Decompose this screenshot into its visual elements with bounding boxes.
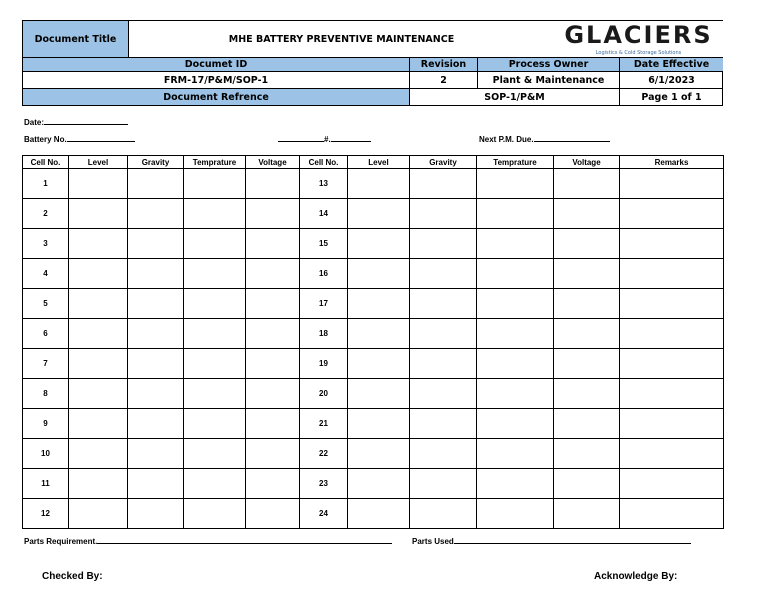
gravity-input-right[interactable]: [410, 229, 477, 259]
parts-used-field[interactable]: [412, 536, 691, 546]
voltage-input-right[interactable]: [554, 199, 620, 229]
remarks-input[interactable]: [620, 499, 724, 529]
cell-number-right: 15: [300, 229, 348, 259]
remarks-input[interactable]: [620, 199, 724, 229]
cell-number-left: 8: [23, 379, 69, 409]
gravity-input-right[interactable]: [410, 499, 477, 529]
level-input-left[interactable]: [69, 439, 128, 469]
level-input-left[interactable]: [69, 469, 128, 499]
remarks-input[interactable]: [620, 259, 724, 289]
header-cell-no-right: Cell No.: [300, 156, 348, 169]
level-input-right[interactable]: [348, 349, 410, 379]
revision-value: 2: [410, 72, 478, 89]
voltage-input-left[interactable]: [246, 349, 300, 379]
temperature-input-right[interactable]: [477, 319, 554, 349]
level-input-right[interactable]: [348, 469, 410, 499]
date-field[interactable]: [24, 117, 128, 127]
cell-number-left: 7: [23, 349, 69, 379]
level-input-left[interactable]: [69, 169, 128, 199]
table-row: [23, 289, 724, 319]
gravity-input-left[interactable]: [128, 379, 184, 409]
date-line[interactable]: [44, 117, 128, 125]
document-id-value: FRM-17/P&M/SOP-1: [23, 72, 410, 89]
level-input-right[interactable]: [348, 439, 410, 469]
remarks-input[interactable]: [620, 289, 724, 319]
temperature-input-right[interactable]: [477, 349, 554, 379]
gravity-input-right[interactable]: [410, 199, 477, 229]
cell-number-right: 18: [300, 319, 348, 349]
level-input-right[interactable]: [348, 229, 410, 259]
voltage-input-left[interactable]: [246, 379, 300, 409]
table-row: [23, 319, 724, 349]
gravity-input-right[interactable]: [410, 169, 477, 199]
parts-used-label: Parts Used: [412, 537, 454, 546]
table-row: [23, 229, 724, 259]
voltage-input-left[interactable]: [246, 169, 300, 199]
gravity-input-right[interactable]: [410, 469, 477, 499]
hash-line-after[interactable]: [331, 134, 371, 142]
cell-number-right: 22: [300, 439, 348, 469]
cell-number-left: 9: [23, 409, 69, 439]
gravity-input-right[interactable]: [410, 379, 477, 409]
table-row: [23, 259, 724, 289]
next-pm-label: Next P.M. Due.: [479, 135, 534, 144]
gravity-input-right[interactable]: [410, 289, 477, 319]
temperature-input-right[interactable]: [477, 499, 554, 529]
voltage-input-left[interactable]: [246, 439, 300, 469]
level-input-left[interactable]: [69, 409, 128, 439]
battery-no-label: Battery No.: [24, 135, 67, 144]
voltage-input-right[interactable]: [554, 379, 620, 409]
cell-number-left: 2: [23, 199, 69, 229]
logo-tagline: Logistics & Cold Storage Solutions: [595, 50, 682, 56]
cell-number-left: 1: [23, 169, 69, 199]
temperature-input-right[interactable]: [477, 199, 554, 229]
remarks-input[interactable]: [620, 229, 724, 259]
voltage-input-right[interactable]: [554, 349, 620, 379]
remarks-input[interactable]: [620, 469, 724, 499]
voltage-input-right[interactable]: [554, 409, 620, 439]
document-reference-value: SOP-1/P&M: [410, 89, 620, 105]
remarks-input[interactable]: [620, 169, 724, 199]
voltage-input-left[interactable]: [246, 289, 300, 319]
header-cell-no-left: Cell No.: [23, 156, 69, 169]
gravity-input-right[interactable]: [410, 439, 477, 469]
temperature-input-right[interactable]: [477, 469, 554, 499]
header-temperature-left: Temprature: [184, 156, 246, 169]
level-input-right[interactable]: [348, 319, 410, 349]
level-input-left[interactable]: [69, 199, 128, 229]
voltage-input-right[interactable]: [554, 469, 620, 499]
gravity-input-left[interactable]: [128, 409, 184, 439]
voltage-input-right[interactable]: [554, 289, 620, 319]
header-level-left: Level: [69, 156, 128, 169]
temperature-input-right[interactable]: [477, 439, 554, 469]
table-row: [23, 349, 724, 379]
cell-number-left: 3: [23, 229, 69, 259]
temperature-input-left[interactable]: [184, 259, 246, 289]
company-logo: [554, 21, 723, 58]
temperature-input-right[interactable]: [477, 229, 554, 259]
voltage-input-right[interactable]: [554, 439, 620, 469]
cell-number-right: 13: [300, 169, 348, 199]
temperature-input-left[interactable]: [184, 379, 246, 409]
cell-number-right: 16: [300, 259, 348, 289]
header-level-right: Level: [348, 156, 410, 169]
logo-wordmark: GLACIERS: [564, 21, 713, 49]
level-input-left[interactable]: [69, 379, 128, 409]
battery-no-field[interactable]: [24, 134, 135, 144]
gravity-input-right[interactable]: [410, 259, 477, 289]
gravity-input-left[interactable]: [128, 439, 184, 469]
hash-field[interactable]: [278, 134, 371, 144]
temperature-input-left[interactable]: [184, 409, 246, 439]
gravity-input-left[interactable]: [128, 349, 184, 379]
date-label: Date:: [24, 118, 45, 127]
level-input-right[interactable]: [348, 499, 410, 529]
gravity-input-left[interactable]: [128, 199, 184, 229]
temperature-input-left[interactable]: [184, 499, 246, 529]
level-input-left[interactable]: [69, 319, 128, 349]
temperature-input-right[interactable]: [477, 289, 554, 319]
temperature-input-left[interactable]: [184, 289, 246, 319]
cell-number-right: 24: [300, 499, 348, 529]
cell-number-left: 6: [23, 319, 69, 349]
voltage-input-left[interactable]: [246, 199, 300, 229]
table-row: [23, 199, 724, 229]
level-input-left[interactable]: [69, 349, 128, 379]
voltage-input-right[interactable]: [554, 319, 620, 349]
gravity-input-right[interactable]: [410, 349, 477, 379]
document-title-label: Document Title: [23, 21, 129, 58]
temperature-input-right[interactable]: [477, 259, 554, 289]
parts-requirement-field[interactable]: [24, 536, 392, 546]
checked-by-label: Checked By:: [42, 571, 103, 582]
next-pm-line[interactable]: [534, 134, 610, 142]
table-row: [23, 379, 724, 409]
voltage-input-left[interactable]: [246, 229, 300, 259]
level-input-right[interactable]: [348, 199, 410, 229]
gravity-input-left[interactable]: [128, 169, 184, 199]
voltage-input-right[interactable]: [554, 229, 620, 259]
parts-requirement-label: Parts Requirement.: [24, 537, 98, 546]
date-effective-label: Date Effective: [620, 58, 723, 72]
cell-number-right: 23: [300, 469, 348, 499]
page-number: Page 1 of 1: [641, 91, 702, 103]
table-header-row: [23, 156, 724, 169]
temperature-input-left[interactable]: [184, 169, 246, 199]
level-input-right[interactable]: [348, 379, 410, 409]
table-row: [23, 409, 724, 439]
voltage-input-left[interactable]: [246, 319, 300, 349]
remarks-input[interactable]: [620, 439, 724, 469]
hash-label: #.: [324, 135, 331, 144]
cell-number-right: 19: [300, 349, 348, 379]
level-input-left[interactable]: [69, 259, 128, 289]
cell-number-right: 20: [300, 379, 348, 409]
cell-number-left: 10: [23, 439, 69, 469]
process-owner-value: Plant & Maintenance: [478, 72, 620, 89]
temperature-input-left[interactable]: [184, 199, 246, 229]
gravity-input-left[interactable]: [128, 229, 184, 259]
header-gravity-right: Gravity: [410, 156, 477, 169]
gravity-input-right[interactable]: [410, 409, 477, 439]
table-row: [23, 469, 724, 499]
level-input-right[interactable]: [348, 259, 410, 289]
gravity-input-left[interactable]: [128, 469, 184, 499]
gravity-input-left[interactable]: [128, 259, 184, 289]
table-row: [23, 169, 724, 199]
level-input-right[interactable]: [348, 289, 410, 319]
process-owner-label: Process Owner: [478, 58, 620, 72]
voltage-input-right[interactable]: [554, 169, 620, 199]
header-remarks: Remarks: [620, 156, 724, 169]
cell-number-left: 4: [23, 259, 69, 289]
date-effective-value: 6/1/2023: [620, 72, 723, 89]
temperature-input-left[interactable]: [184, 349, 246, 379]
gravity-input-left[interactable]: [128, 319, 184, 349]
parts-used-line[interactable]: [454, 536, 691, 544]
document-title: MHE BATTERY PREVENTIVE MAINTENANCE: [129, 21, 554, 58]
level-input-right[interactable]: [348, 409, 410, 439]
remarks-input[interactable]: [620, 319, 724, 349]
next-pm-field[interactable]: [479, 134, 610, 144]
level-input-right[interactable]: [348, 169, 410, 199]
gravity-input-right[interactable]: [410, 319, 477, 349]
header-voltage-left: Voltage: [246, 156, 300, 169]
voltage-input-left[interactable]: [246, 499, 300, 529]
voltage-input-right[interactable]: [554, 499, 620, 529]
header-temperature-right: Temprature: [477, 156, 554, 169]
cell-number-right: 14: [300, 199, 348, 229]
voltage-input-left[interactable]: [246, 259, 300, 289]
level-input-left[interactable]: [69, 229, 128, 259]
cell-number-right: 21: [300, 409, 348, 439]
cell-number-left: 5: [23, 289, 69, 319]
cell-number-left: 12: [23, 499, 69, 529]
level-input-left[interactable]: [69, 289, 128, 319]
temperature-input-left[interactable]: [184, 439, 246, 469]
revision-label: Revision: [410, 58, 478, 72]
temperature-input-left[interactable]: [184, 319, 246, 349]
cell-number-left: 11: [23, 469, 69, 499]
document-reference-label: Document Refrence: [23, 89, 410, 105]
voltage-input-left[interactable]: [246, 409, 300, 439]
battery-cell-table: [22, 155, 724, 529]
remarks-input[interactable]: [620, 379, 724, 409]
table-row: [23, 499, 724, 529]
header-gravity-left: Gravity: [128, 156, 184, 169]
voltage-input-right[interactable]: [554, 259, 620, 289]
temperature-input-right[interactable]: [477, 409, 554, 439]
temperature-input-right[interactable]: [477, 169, 554, 199]
gravity-input-left[interactable]: [128, 289, 184, 319]
temperature-input-left[interactable]: [184, 229, 246, 259]
acknowledge-by-label: Acknowledge By:: [594, 571, 678, 582]
table-row: [23, 439, 724, 469]
gravity-input-left[interactable]: [128, 499, 184, 529]
document-id-label: Documet ID: [23, 58, 410, 72]
document-header: [22, 20, 723, 106]
temperature-input-left[interactable]: [184, 469, 246, 499]
voltage-input-left[interactable]: [246, 469, 300, 499]
cell-number-right: 17: [300, 289, 348, 319]
hash-line-before[interactable]: [278, 134, 324, 142]
level-input-left[interactable]: [69, 499, 128, 529]
header-voltage-right: Voltage: [554, 156, 620, 169]
remarks-input[interactable]: [620, 349, 724, 379]
temperature-input-right[interactable]: [477, 379, 554, 409]
battery-no-line[interactable]: [67, 134, 135, 142]
remarks-input[interactable]: [620, 409, 724, 439]
parts-requirement-line[interactable]: [97, 536, 392, 544]
